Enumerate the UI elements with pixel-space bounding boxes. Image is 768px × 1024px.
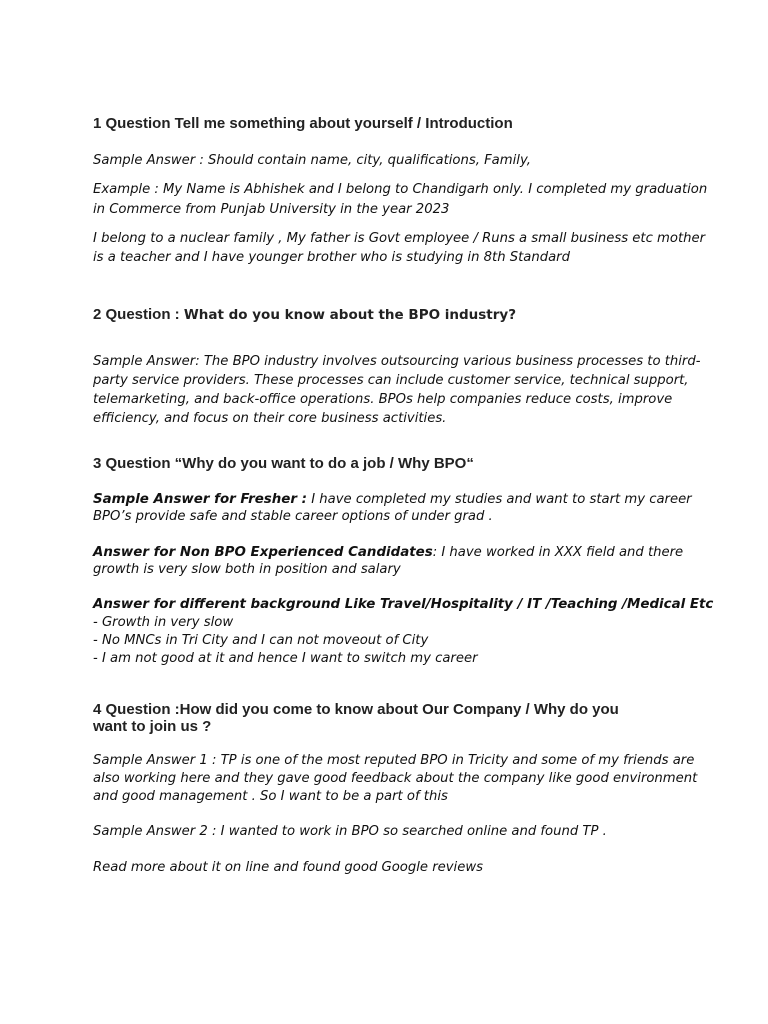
q2-prefix: 2 Question : [93, 306, 184, 323]
q3-fresher-text: I have completed my studies and want to start my career [307, 492, 692, 507]
q1-example-line-1: Example : My Name is Abhishek and I belong to Chandigarh only. I completed my graduation [93, 182, 708, 197]
q3-different-background-label: Answer for different background Like Travel/Hospitality / IT /Teaching /Medical Etc [93, 597, 714, 612]
q3-experienced-line-2: growth is very slow both in position and salary [93, 562, 401, 577]
q1-sample-answer: Sample Answer : Should contain name, city, qualifications, Family, [93, 153, 531, 168]
q1-family-line-2: is a teacher and I have younger brother who is studying in 8th Standard [93, 250, 570, 265]
q2-answer-line-4: efficiency, and focus on their core business activities. [93, 411, 447, 426]
q2-heading [93, 306, 516, 323]
q4-answer-2: Sample Answer 2 : I wanted to work in BPO so searched online and found TP . [93, 824, 607, 839]
q2-answer-line-1: Sample Answer: The BPO industry involves outsourcing various business processes to third- [93, 354, 701, 369]
q4-answer-1-line-2: also working here and they gave good feedback about the company like good environment [93, 771, 698, 786]
q3-experienced-line-1 [93, 543, 683, 561]
q4-heading-line-2: want to join us ? [93, 718, 212, 735]
q1-example-line-2: in Commerce from Punjab University in the year 2023 [93, 202, 450, 217]
q3-bullet-item: - Growth in very slow [93, 615, 234, 630]
q1-family-line-1: I belong to a nuclear family , My father is Govt employee / Runs a small business etc mother [93, 231, 706, 246]
q3-experienced-label: Answer for Non BPO Experienced Candidates [93, 545, 433, 560]
q1-heading: 1 Question Tell me something about yourself / Introduction [93, 115, 513, 132]
q3-fresher-line-1 [93, 490, 692, 508]
q3-fresher-line-2: BPO’s provide safe and stable career options of under grad . [93, 509, 493, 524]
q3-heading: 3 Question “Why do you want to do a job / Why BPO“ [93, 455, 474, 472]
q4-answer-1-line-1: Sample Answer 1 : TP is one of the most reputed BPO in Tricity and some of my friends are [93, 753, 695, 768]
q4-heading-line-1: 4 Question :How did you come to know about Our Company / Why do you [93, 701, 619, 718]
q3-bullet-item: - No MNCs in Tri City and I can not moveout of City [93, 633, 429, 648]
q3-fresher-label: Sample Answer for Fresher : [93, 492, 307, 507]
q2-answer-line-2: party service providers. These processes can include customer service, technical support, [93, 373, 689, 388]
q4-answer-3: Read more about it on line and found good Google reviews [93, 860, 483, 875]
q2-answer-line-3: telemarketing, and back-office operations. BPOs help companies reduce costs, improve [93, 392, 673, 407]
q2-question: What do you know about the BPO industry? [183, 307, 517, 323]
q3-experienced-text: : I have worked in XXX field and there [432, 545, 684, 560]
q4-answer-1-line-3: and good management . So I want to be a part of this [93, 789, 448, 804]
q3-bullet-item: - I am not good at it and hence I want to switch my career [93, 651, 478, 666]
